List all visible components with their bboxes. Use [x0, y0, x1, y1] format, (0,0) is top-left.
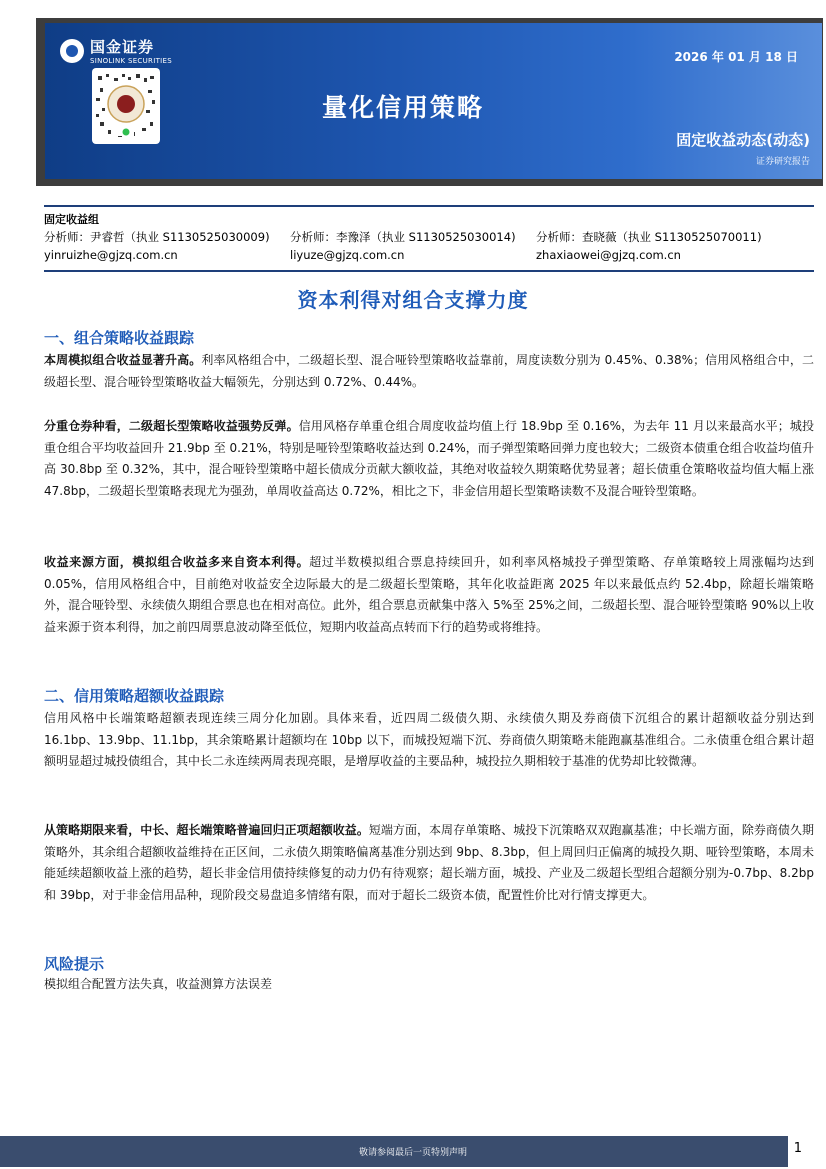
paragraph-4-body: 信用风格中长端策略超额表现连续三周分化加剧。具体来看，近四周二级债久期、永续债久期及券商债下沉组合的累计超额收益分别达到 16.1bp、13.9bp、11.1bp，其余策略累计超额均在 10bp 以下，而城投短端下沉、券商债久期策略未能跑赢基准组合。二永债重仓组合累计超额明显超过城投债组合，其中长二永连续两周表现亮眼，是增厚收益的主要品种，城投拉久期相较于基准的优势却比较微薄。 [44, 711, 814, 769]
section-3-title: 风险提示 [44, 955, 105, 973]
report-category: 固定收益动态(动态) [676, 131, 810, 149]
analyst-3 [536, 228, 796, 264]
report-title: 量化信用策略 [322, 93, 485, 122]
paragraph-6 [44, 974, 814, 996]
paragraph-1-body: 利率风格组合中，二级超长型、混合哑铃型策略收益靠前，周度读数分别为 0.45%、0.38%；信用风格组合中，二级超长型、混合哑铃型策略收益大幅领先，分别达到 0.72%、0.44%。 [44, 353, 814, 389]
brand-logo [60, 36, 172, 65]
paragraph-1-lead: 本周模拟组合收益显著升高。 [44, 353, 202, 367]
divider-top [44, 205, 814, 207]
analyst-2-email[interactable]: liyuze@gjzq.com.cn [290, 248, 405, 262]
analyst-1 [44, 228, 304, 264]
report-date: 2026 年 01 月 18 日 [674, 50, 798, 64]
section-2-title: 二、信用策略超额收益跟踪 [44, 687, 225, 705]
analyst-2-info: 分析师：李豫泽（执业 S1130525030014) [290, 230, 516, 244]
qr-code-icon[interactable] [92, 68, 160, 144]
analyst-3-email[interactable]: zhaxiaowei@gjzq.com.cn [536, 248, 681, 262]
analyst-1-email[interactable]: yinruizhe@gjzq.com.cn [44, 248, 178, 262]
divider-bottom [44, 270, 814, 272]
paragraph-2-body: 信用风格存单重仓组合周度收益均值上行 18.9bp 至 0.16%，为去年 11 月以来最高水平；城投重仓组合平均收益回升 21.9bp 至 0.21%，特别是哑铃型策略收益达到 0.24%，而子弹型策略回弹力度也较大；二级资本债重仓组合收益均值升高 30.8bp 至 0.32%，其中，混合哑铃型策略中超长债成分贡献大额收益，其绝对收益较久期策略优势显著；超长债重仓策略收益均值大幅上涨 47.8bp，二级超长型策略表现尤为强劲，单周收益高达 0.72%，相比之下，非金信用超长型策略读数不及混合哑铃型策略。 [44, 419, 814, 498]
section-1-title: 一、组合策略收益跟踪 [44, 329, 195, 347]
logo-icon [60, 39, 84, 63]
report-headline: 资本利得对组合支撑力度 [297, 288, 529, 312]
analyst-2 [290, 228, 550, 264]
analyst-3-info: 分析师：查晓薇（执业 S1130525070011) [536, 230, 762, 244]
page-number: 1 [788, 1141, 808, 1156]
team-name: 固定收益组 [44, 213, 99, 226]
paragraph-6-body: 模拟组合配置方法失真，收益测算方法误差 [44, 977, 273, 991]
paragraph-2 [44, 416, 814, 502]
paragraph-3-lead: 收益来源方面，模拟组合收益多来自资本利得。 [44, 555, 310, 569]
footer-disclaimer[interactable]: 敬请参阅最后一页特别声明 [358, 1148, 467, 1158]
paragraph-2-lead: 分重仓券种看，二级超长型策略收益强势反弹。 [44, 419, 299, 433]
paragraph-1 [44, 350, 814, 393]
paragraph-3 [44, 552, 814, 638]
analyst-1-info: 分析师：尹睿哲（执业 S1130525030009) [44, 230, 270, 244]
paragraph-5 [44, 820, 814, 906]
paragraph-5-lead: 从策略期限来看，中长、超长端策略普遍回归正项超额收益。 [44, 823, 369, 837]
brand-name-cn: 国金证券 [90, 38, 155, 56]
paragraph-3-body: 超过半数模拟组合票息持续回升，如利率风格城投子弹型策略、存单策略较上周涨幅均达到 0.05%，信用风格组合中，目前绝对收益安全边际最大的是二级超长型策略，其年化收益距离 2025 年以来最低点约 52.4bp，除超长端策略外，混合哑铃型、永续债久期组合票息也在相对高位。此外，组合票息贡献集中落入 5%至 25%之间，二级超长型、混合哑铃型策略 90%以上收益来源于资本利得，加之前四周票息波动降至低位，短期内收益高点转而下行的趋势或将维持。 [44, 555, 814, 634]
report-type: 证券研究报告 [755, 157, 810, 167]
brand-name-en: SINOLINK SECURITIES [90, 57, 172, 65]
paragraph-5-body: 短端方面，本周存单策略、城投下沉策略双双跑赢基准；中长端方面，除券商债久期策略外，其余组合超额收益维持在正区间，二永债久期策略偏离基准分别达到 9bp、8.3bp，但上周回归正偏离的城投久期、哑铃型策略，本周未能延续超额收益上涨的趋势，超长非金信用债持续修复的动力仍有待观察；超长端方面，城投、产业及二级超长型组合超额分别为-0.7bp、8.2bp 和 39bp，对于非金信用品种，现阶段交易盘追多情绪有限，而对于超长二级资本债，配置性价比对行情支撑更大。 [44, 823, 814, 902]
paragraph-4 [44, 708, 814, 773]
